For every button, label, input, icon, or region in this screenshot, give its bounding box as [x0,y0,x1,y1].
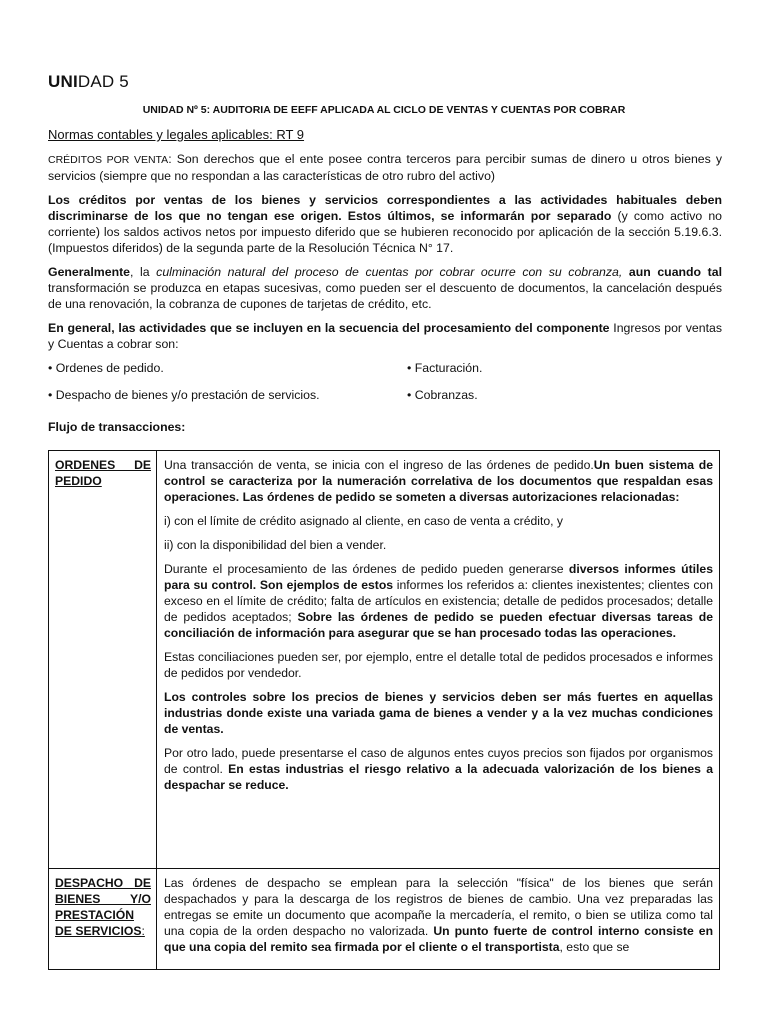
creditos-label: CRÉDITOS POR VENTA [48,154,169,166]
flow-heading: Flujo de transacciones: [48,420,186,434]
paragraph-discriminar [48,192,722,256]
table-row [49,869,720,970]
list-item: • Despacho de bienes y/o prestación de servicios. [48,388,320,402]
despacho-p1 [164,875,713,955]
intro-content [48,127,722,443]
culminacion-italic: culminación natural del proceso de cuentas por cobrar ocurre con su cobranza, [156,265,623,279]
paragraph-creditos [48,151,722,184]
row-label-cell [49,869,157,970]
activities-list [48,360,722,414]
culminacion-text: transformación se produzca en etapas sucesivas, como pueden ser el descuento de documentos, la cancelación después de una renovación, la cobranza de cupones de tarjetas de crédito, etc. [48,281,722,311]
ordenes-p3: ii) con la disponibilidad del bien a vender. [164,538,387,552]
paragraph-culminacion [48,264,722,312]
ordenes-p1 [164,457,713,505]
despacho-p1-a: Las órdenes de despacho se emplean para la selección "física" de los bienes que serán despachados y para la descarga de los registros de bienes de cambio. Una vez preparadas las entregas se emite un documento que acompañe la mercadería, el remito, o bien se utiliza como tal una copia de la orden despacho no valorizada. [164,876,713,938]
list-item: • Ordenes de pedido. [48,361,164,375]
ordenes-p6: Los controles sobre los precios de bienes y servicios deben ser más fuertes en aquellas industrias donde existe una variada gama de bienes a vender y a la vez muchas condiciones de ventas. [164,690,713,736]
list-item: • Facturación. [407,361,483,375]
ordenes-p4 [164,561,713,641]
ordenes-p7-a: Por otro lado, puede presentarse el caso de algunos entes cuyos precios son fijados por organismos de control. [164,746,713,776]
table-row [49,451,720,869]
ordenes-label: ORDENES DE PEDIDO [55,458,151,488]
unit-subtitle: UNIDAD Nº 5: AUDITORIA DE EEFF APLICADA AL CICLO DE VENTAS Y CUENTAS POR COBRAR [142,104,626,116]
row-label-cell [49,451,157,869]
creditos-text: : Son derechos que el ente posee contra terceros para percibir sumas de dinero u otros bienes y servicios (siempre que no respondan a las características de otro rubro del activo) [48,152,723,183]
despacho-label [55,875,151,939]
ordenes-p1-a: Una transacción de venta, se inicia con el ingreso de las órdenes de pedido. [164,458,594,472]
ordenes-p7-b: En estas industrias el riesgo relativo a la adecuada valorización de los bienes a despachar se reduce. [164,762,713,792]
ordenes-p4-a: Durante el procesamiento de las órdenes de pedido pueden generarse [164,562,569,576]
discriminar-bold: Los créditos por ventas de los bienes y servicios correspondientes a las actividades habituales deben discriminarse de los que no tengan ese origen. Estos últimos, se informarán por separado [48,193,722,223]
unit-title-rest: DAD 5 [77,72,129,91]
norms-heading: Normas contables y legales aplicables: RT 9 [48,127,305,142]
ordenes-p4-d: Sobre las órdenes de pedido se pueden efectuar diversas tareas de conciliación de información para asegurar que se han procesado todas las operaciones. [164,610,713,640]
culminacion-bold2: aun cuando tal [622,265,722,279]
despacho-p1-b: Un punto fuerte de control interno consiste en que una copia del remito sea firmada por el cliente o el transportista [164,924,714,954]
actividades-bold: En general, las actividades que se incluyen en la secuencia del procesamiento del componente [48,321,610,335]
ordenes-p4-b: diversos informes útiles para su control. Son ejemplos de estos [164,562,713,592]
unit-title-bold: UNI [48,72,78,91]
ordenes-p4-c: informes los referidos a: clientes inexistentes; clientes con exceso en el límite de crédito; falta de artículos en existencia; detalle de pedidos procesados; detalle de pedidos aceptados; [164,578,713,624]
ordenes-p1-b: Un buen sistema de control se caracteriza por la numeración correlativa de los documentos que respaldan esas operaciones. Las órdenes de pedido se someten a diversas autorizaciones relacionadas: [164,458,713,504]
ordenes-p7 [164,745,713,793]
culminacion-mid: , la [130,265,157,279]
paragraph-actividades [48,320,722,352]
ordenes-p5: Estas conciliaciones pueden ser, por ejemplo, entre el detalle total de pedidos procesados e informes de pedidos por vendedor. [164,650,713,680]
transactions-table [48,450,720,970]
discriminar-text: (y como activo no corriente) los saldos activos netos por impuesto diferido que se hubieren reconocido por aplicación de la sección 5.19.6.3. (Impuestos diferidos) de la segunda parte de la Resolución Técnica N° 17. [48,209,722,255]
row-content-cell [157,869,720,970]
ordenes-p2: i) con el límite de crédito asignado al cliente, en caso de venta a crédito, y [164,514,564,528]
despacho-p1-c: , esto que se [559,940,630,954]
row-content-cell [157,451,720,869]
unit-title [48,72,129,92]
actividades-text: Ingresos por ventas y Cuentas a cobrar son: [48,321,722,351]
despacho-label-tail: : [141,924,145,938]
list-item: • Cobranzas. [407,388,478,402]
despacho-label-text: DESPACHO DE BIENES Y/O PRESTACIÓN DE SERVICIOS [55,876,151,938]
culminacion-bold: Generalmente [48,265,131,279]
